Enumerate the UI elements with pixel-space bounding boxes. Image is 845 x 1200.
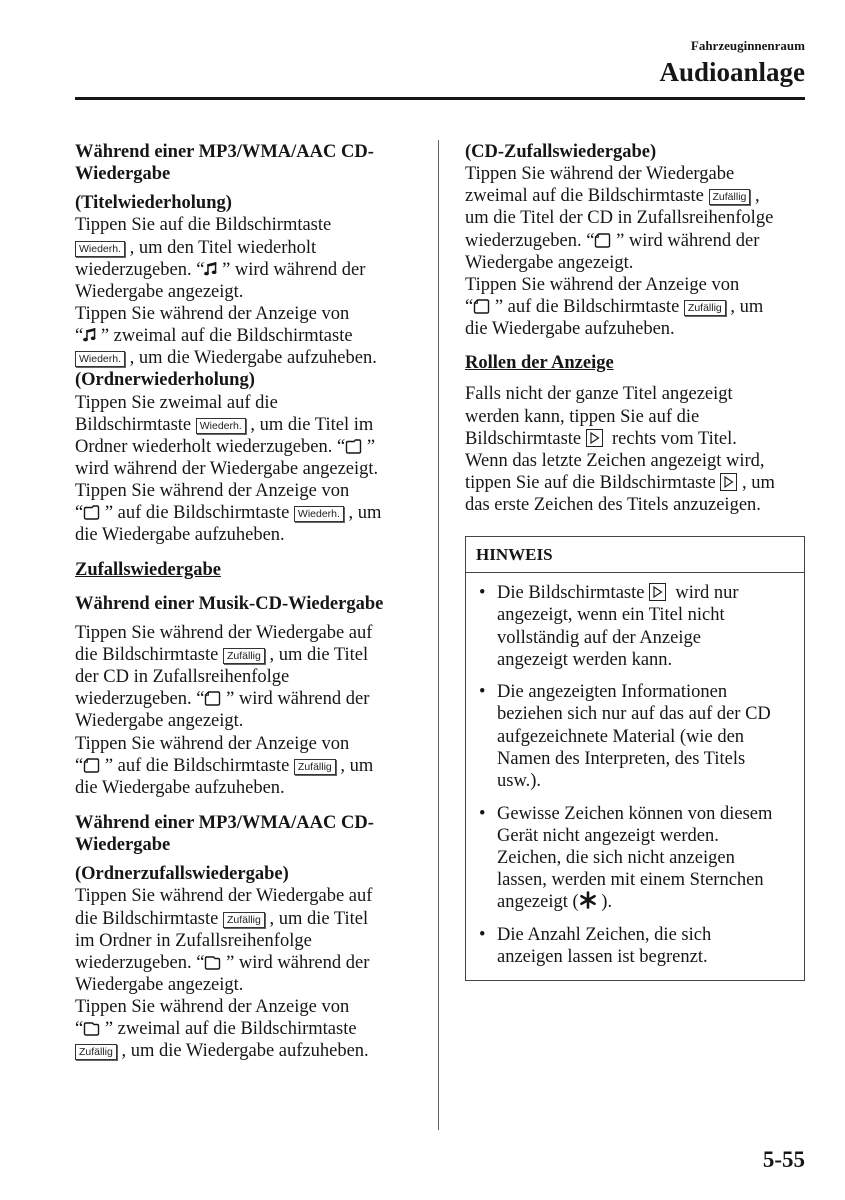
text: angezeigt ( <box>497 892 579 913</box>
text: , um die Titel im <box>245 414 374 435</box>
text-line <box>497 770 804 792</box>
text-line <box>75 458 420 480</box>
text: “ <box>75 326 84 347</box>
text: ” wird während der <box>221 952 370 973</box>
text: die Bildschirmtaste <box>75 908 223 929</box>
text-line <box>75 952 420 974</box>
text-line <box>75 347 420 369</box>
text-line <box>497 847 804 869</box>
random-icon <box>594 233 611 248</box>
text-line <box>497 869 804 891</box>
text-line <box>465 163 805 185</box>
text: um die Titel der CD in Zufallsreihenfolge <box>465 208 774 229</box>
text-line <box>465 185 805 207</box>
text: , um <box>335 755 374 776</box>
page-number: 5-55 <box>762 1147 805 1172</box>
text: usw.). <box>497 770 542 791</box>
text: Tippen Sie zweimal auf die <box>75 392 278 413</box>
heading-text: Während einer MP3/WMA/AAC CD- <box>75 812 374 833</box>
text-line <box>75 325 420 347</box>
text: , um die Titel <box>264 644 369 665</box>
text-line <box>497 946 804 968</box>
note-heading: HINWEIS <box>466 537 804 573</box>
text: tippen Sie auf die Bildschirmtaste <box>465 472 721 493</box>
text: lassen, werden mit einem Sternchen <box>497 869 764 890</box>
text-line <box>75 666 420 688</box>
text: im Ordner in Zufallsreihenfolge <box>75 930 312 951</box>
text-line <box>75 996 420 1018</box>
heading-text: (CD-Zufallswiedergabe) <box>465 142 657 162</box>
heading-text: Zufallswiedergabe <box>75 559 221 580</box>
random-icon <box>83 758 100 773</box>
text: , um die Titel <box>264 908 369 929</box>
text-line <box>75 710 420 732</box>
text: wiederzugeben. “ <box>75 689 205 710</box>
text-line <box>465 472 805 494</box>
bullet: • <box>479 924 486 945</box>
heading-text: Während einer MP3/WMA/AAC CD- <box>75 142 374 162</box>
subsection-heading <box>75 192 420 214</box>
text-line <box>75 974 420 996</box>
text: Tippen Sie auf die Bildschirmtaste <box>75 215 332 236</box>
text-line <box>75 237 420 259</box>
text: ” auf die Bildschirmtaste <box>490 296 684 317</box>
scroll-right-icon <box>720 473 737 491</box>
text: angezeigt, wenn ein Titel nicht <box>497 605 725 626</box>
text: ” auf die Bildschirmtaste <box>100 503 294 524</box>
music-note-icon <box>83 327 96 343</box>
music-note-icon <box>204 261 217 277</box>
page-title: Audioanlage <box>659 57 805 87</box>
text-line <box>75 414 420 436</box>
text: , <box>750 186 760 207</box>
text: angezeigt werden kann. <box>497 649 673 670</box>
folder-repeat-icon <box>345 439 362 454</box>
text-line <box>75 885 420 907</box>
text: , um <box>343 503 382 524</box>
text: vollständig auf der Anzeige <box>497 627 701 648</box>
text: ” wird während der <box>221 689 370 710</box>
folder-random-icon <box>83 1021 100 1036</box>
text-line <box>75 303 420 325</box>
bullet: • <box>479 682 486 703</box>
text-line <box>497 604 804 626</box>
section-heading <box>75 812 420 834</box>
text: die Wiedergabe aufzuheben. <box>75 525 285 546</box>
chapter-label: Fahrzeuginnenraum <box>690 38 805 53</box>
text: die Bildschirmtaste <box>75 644 223 665</box>
text: anzeigen lassen ist begrenzt. <box>497 946 708 967</box>
text: Tippen Sie während der Anzeige von <box>75 733 350 754</box>
text: Gerät nicht angezeigt werden. <box>497 825 719 846</box>
heading-text: Während einer Musik-CD-Wiedergabe <box>75 593 384 614</box>
heading-text: Wiedergabe <box>75 164 171 185</box>
text: Gewisse Zeichen können von diesem <box>497 803 773 824</box>
text-line <box>497 649 804 671</box>
random-icon <box>473 299 490 314</box>
section-heading <box>75 163 420 185</box>
heading-text: (Ordnerzufallswiedergabe) <box>75 864 289 885</box>
subsection-heading <box>75 863 420 885</box>
note-box <box>465 536 805 981</box>
scroll-right-icon <box>649 583 666 601</box>
heading-text: Wiedergabe <box>75 835 171 856</box>
random-button-graphic: Zufällig <box>223 648 265 664</box>
text: Ordner wiederholt wiederzugeben. “ <box>75 436 346 457</box>
section-heading <box>75 834 420 856</box>
text: Wiedergabe angezeigt. <box>75 974 244 995</box>
text: Die Bildschirmtaste <box>497 583 650 604</box>
repeat-button-graphic: Wiederh. <box>75 351 125 367</box>
text-line <box>497 627 804 649</box>
text-line <box>75 930 420 952</box>
text: Namen des Interpreten, des Titels <box>497 748 746 769</box>
note-item <box>466 803 804 914</box>
text: werden kann, tippen Sie auf die <box>465 406 700 427</box>
text-line <box>75 777 420 799</box>
subsection-heading <box>75 369 420 391</box>
text-line <box>465 383 805 405</box>
text-line <box>497 924 804 946</box>
header-rule <box>75 97 805 100</box>
text-line <box>75 622 420 644</box>
text-line <box>75 1040 420 1062</box>
text-line <box>75 688 420 710</box>
text: rechts vom Titel. <box>602 428 737 449</box>
text: ” auf die Bildschirmtaste <box>100 755 294 776</box>
text: ). <box>596 892 613 913</box>
text: ” wird während der <box>217 259 366 280</box>
subsection-heading <box>75 593 420 615</box>
text: Tippen Sie während der Wiedergabe auf <box>75 886 373 907</box>
text: ” zweimal auf die Bildschirmtaste <box>100 1019 357 1040</box>
text: ” zweimal auf die Bildschirmtaste <box>96 326 353 347</box>
text-line <box>75 755 420 777</box>
repeat-button-graphic: Wiederh. <box>294 506 344 522</box>
text-line <box>465 428 805 450</box>
random-button-graphic: Zufällig <box>294 759 336 775</box>
text-line <box>465 274 805 296</box>
text: Zeichen, die sich nicht anzeigen <box>497 847 735 868</box>
bullet: • <box>479 583 486 604</box>
text: wiederzugeben. “ <box>75 259 205 280</box>
text-line <box>465 406 805 428</box>
text-line <box>75 644 420 666</box>
text-line <box>75 392 420 414</box>
text: Falls nicht der ganze Titel angezeigt <box>465 384 733 405</box>
random-button-graphic: Zufällig <box>75 1044 117 1060</box>
note-item <box>466 582 804 671</box>
heading-text: (Ordnerwiederholung) <box>75 370 255 391</box>
repeat-button-graphic: Wiederh. <box>196 418 246 434</box>
text: ” <box>362 436 376 457</box>
text-line <box>465 450 805 472</box>
folder-random-icon <box>204 955 221 970</box>
text: , um <box>737 472 775 493</box>
text-line <box>465 296 805 318</box>
text: Tippen Sie während der Anzeige von <box>465 274 740 295</box>
text-line <box>75 733 420 755</box>
text: aufgezeichnete Material (wie den <box>497 726 745 747</box>
text-line <box>75 908 420 930</box>
text: Tippen Sie während der Anzeige von <box>75 303 350 324</box>
text: Tippen Sie während der Wiedergabe <box>465 164 735 185</box>
text: Wiedergabe angezeigt. <box>75 711 244 732</box>
text-line <box>497 681 804 703</box>
repeat-button-graphic: Wiederh. <box>75 241 125 257</box>
text-line <box>75 1018 420 1040</box>
asterisk-icon <box>579 891 597 909</box>
text-line <box>465 318 805 340</box>
text-line <box>497 891 804 913</box>
note-item <box>466 924 804 968</box>
text: beziehen sich nur auf das auf der CD <box>497 704 771 725</box>
random-button-graphic: Zufällig <box>709 189 751 205</box>
text-line <box>497 582 804 604</box>
heading-text: Rollen der Anzeige <box>465 353 614 374</box>
text-line <box>497 803 804 825</box>
random-button-graphic: Zufällig <box>684 300 726 316</box>
text: Tippen Sie während der Anzeige von <box>75 481 350 502</box>
text-line <box>75 259 420 281</box>
text: Wiedergabe angezeigt. <box>465 252 634 273</box>
text: , um die Wiedergabe aufzuheben. <box>125 348 377 369</box>
text: die Wiedergabe aufzuheben. <box>465 319 675 340</box>
random-button-graphic: Zufällig <box>223 912 265 928</box>
text-line <box>75 524 420 546</box>
text-line <box>497 703 804 725</box>
text-line <box>75 502 420 524</box>
text: , um den Titel wiederholt <box>125 237 317 258</box>
text-line <box>497 726 804 748</box>
text: zweimal auf die Bildschirmtaste <box>465 186 709 207</box>
text: Tippen Sie während der Wiedergabe auf <box>75 622 373 643</box>
text: wird während der Wiedergabe angezeigt. <box>75 458 379 479</box>
text: “ <box>465 296 474 317</box>
text-line <box>75 281 420 303</box>
text: Die Anzahl Zeichen, die sich <box>497 924 712 945</box>
section-heading <box>75 141 420 163</box>
text: Die angezeigten Informationen <box>497 682 728 703</box>
text: “ <box>75 755 84 776</box>
right-column <box>465 141 805 981</box>
folder-repeat-icon <box>83 505 100 520</box>
text-line <box>465 230 805 252</box>
text-line <box>497 825 804 847</box>
text: das erste Zeichen des Titels anzuzeigen. <box>465 495 761 516</box>
note-body <box>466 573 804 980</box>
text: , um die Wiedergabe aufzuheben. <box>116 1041 369 1062</box>
text-line <box>75 214 420 236</box>
text-line <box>465 252 805 274</box>
text-line <box>75 480 420 502</box>
section-heading <box>465 352 805 374</box>
left-column <box>75 141 420 1062</box>
heading-text: (Titelwiederholung) <box>75 193 232 214</box>
text: Tippen Sie während der Anzeige von <box>75 997 350 1018</box>
text: “ <box>75 503 84 524</box>
text: wiederzugeben. “ <box>465 230 595 251</box>
text: wird nur <box>666 583 739 604</box>
scroll-right-icon <box>586 429 603 447</box>
column-divider <box>438 140 439 1130</box>
text-line <box>75 436 420 458</box>
subsection-heading <box>465 141 805 163</box>
text: , um <box>725 296 764 317</box>
text-line <box>465 207 805 229</box>
text: Bildschirmtaste <box>75 414 196 435</box>
note-item <box>466 681 804 792</box>
text: Wenn das letzte Zeichen angezeigt wird, <box>465 450 765 471</box>
text: die Wiedergabe aufzuheben. <box>75 777 285 798</box>
text: “ <box>75 1019 84 1040</box>
section-heading <box>75 559 420 581</box>
text: Bildschirmtaste <box>465 428 586 449</box>
random-icon <box>204 691 221 706</box>
text: ” wird während der <box>611 230 760 251</box>
text: wiederzugeben. “ <box>75 952 205 973</box>
text-line <box>497 748 804 770</box>
bullet: • <box>479 803 486 824</box>
text-line <box>465 494 805 516</box>
text: der CD in Zufallsreihenfolge <box>75 667 290 688</box>
text: Wiedergabe angezeigt. <box>75 281 244 302</box>
